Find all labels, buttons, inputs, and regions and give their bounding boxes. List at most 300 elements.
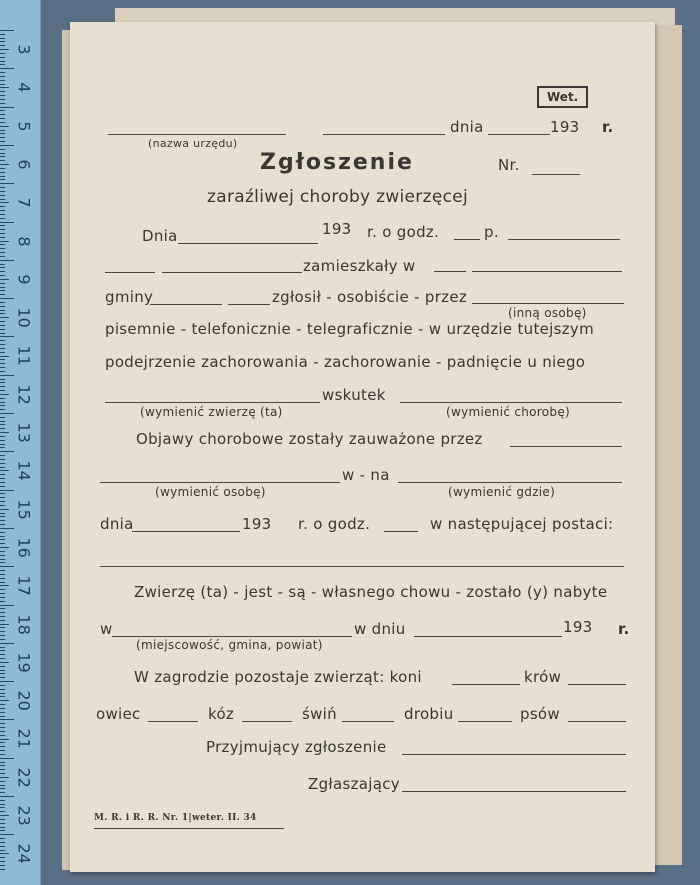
ruler-number: 15 (14, 499, 34, 520)
ruler-major-tick (0, 643, 14, 644)
ruler-major-tick (0, 605, 14, 606)
ruler-minor-tick (0, 367, 5, 368)
ruler-minor-tick (0, 133, 5, 134)
ruler-half-tick (0, 126, 9, 127)
ruler-minor-tick (0, 846, 5, 847)
ruler-major-tick (0, 30, 14, 31)
ruler-minor-tick (0, 321, 5, 322)
ruler-minor-tick (0, 191, 5, 192)
l12-cows-field[interactable] (568, 684, 626, 685)
l13-drobiu: drobiu (404, 705, 454, 723)
ruler-minor-tick (0, 72, 5, 73)
ruler-minor-tick (0, 869, 5, 870)
ruler-minor-tick (0, 574, 5, 575)
ruler-minor-tick (0, 754, 5, 755)
ruler-minor-tick (0, 195, 5, 196)
ruler-minor-tick (0, 478, 5, 479)
ruler-minor-tick (0, 325, 5, 326)
ruler-minor-tick (0, 670, 5, 671)
ruler-minor-tick (0, 616, 5, 617)
l9-date-field[interactable] (132, 531, 240, 532)
ruler-minor-tick (0, 290, 5, 291)
l13-dogs-field[interactable] (568, 721, 626, 722)
ruler-minor-tick (0, 716, 5, 717)
ruler-major-tick (0, 796, 14, 797)
ruler-minor-tick (0, 804, 5, 805)
ruler-minor-tick (0, 505, 5, 506)
ruler-minor-tick (0, 91, 5, 92)
ruler-minor-tick (0, 252, 5, 253)
ruler-minor-tick (0, 666, 5, 667)
ruler-number: 9 (14, 274, 34, 285)
ruler-number: 16 (14, 537, 34, 558)
l9-hour-field[interactable] (384, 531, 418, 532)
ruler-minor-tick (0, 570, 5, 571)
ruler-minor-tick (0, 95, 5, 96)
ruler-number: 19 (14, 652, 34, 673)
ruler-minor-tick (0, 823, 5, 824)
measuring-ruler (0, 0, 41, 885)
ruler-minor-tick (0, 379, 5, 380)
ruler-minor-tick (0, 210, 5, 211)
ruler-minor-tick (0, 359, 5, 360)
ruler-major-tick (0, 222, 14, 223)
nr-field[interactable] (532, 174, 580, 175)
ruler-minor-tick (0, 582, 5, 583)
l11-year: 193 (563, 618, 593, 636)
ruler-minor-tick (0, 800, 5, 801)
ruler-minor-tick (0, 160, 5, 161)
ruler-minor-tick (0, 352, 5, 353)
l3-gminy-label: gminy (105, 288, 154, 306)
ruler-minor-tick (0, 708, 5, 709)
l1-extra-field[interactable] (508, 239, 620, 240)
ruler-minor-tick (0, 635, 5, 636)
ruler-minor-tick (0, 440, 5, 441)
ruler-number: 20 (14, 690, 34, 711)
ruler-minor-tick (0, 64, 5, 65)
l13-swin: świń (302, 705, 337, 723)
ruler-minor-tick (0, 658, 5, 659)
ruler-number: 7 (14, 197, 34, 208)
l4-text: pisemnie - telefonicznie - telegraficznie - w urzędzie tutejszym (105, 320, 595, 338)
ruler-number: 3 (14, 44, 34, 55)
ruler-major-tick (0, 68, 14, 69)
ruler-minor-tick (0, 447, 5, 448)
ruler-minor-tick (0, 516, 5, 517)
ruler-minor-tick (0, 153, 5, 154)
ruler-minor-tick (0, 467, 5, 468)
l1-p-label: p. (484, 223, 499, 241)
ruler-major-tick (0, 566, 14, 567)
ruler-minor-tick (0, 731, 5, 732)
l12-text: W zagrodzie pozostaje zwierząt: koni (134, 668, 422, 686)
footer-rule (94, 828, 284, 829)
ruler-minor-tick (0, 842, 5, 843)
ruler-minor-tick (0, 501, 5, 502)
ruler-half-tick (0, 662, 9, 663)
ruler-minor-tick (0, 156, 5, 157)
ruler-minor-tick (0, 513, 5, 514)
ruler-major-tick (0, 681, 14, 682)
l11-date-field[interactable] (414, 636, 562, 637)
ruler-minor-tick (0, 38, 5, 39)
header-year: 193 (550, 118, 580, 136)
ruler-minor-tick (0, 271, 5, 272)
ruler-major-tick (0, 336, 14, 337)
ruler-major-tick (0, 107, 14, 108)
l8-wna: w - na (342, 466, 390, 484)
ruler-minor-tick (0, 306, 5, 307)
l13-poultry-field[interactable] (458, 721, 512, 722)
l2-zamieszkaly: zamieszkały w (303, 257, 416, 275)
ruler-minor-tick (0, 689, 5, 690)
ruler-minor-tick (0, 34, 5, 35)
l6-caption-disease: (wymienić chorobę) (446, 405, 570, 419)
ruler-minor-tick (0, 474, 5, 475)
ruler-minor-tick (0, 597, 5, 598)
ruler-half-tick (0, 700, 9, 701)
l3-zglosil: zgłosił - osobiście - przez (272, 288, 468, 306)
ruler-minor-tick (0, 785, 5, 786)
ruler-minor-tick (0, 172, 5, 173)
ruler-minor-tick (0, 214, 5, 215)
header-date-field[interactable] (488, 134, 550, 135)
ruler-half-tick (0, 164, 9, 165)
ruler-minor-tick (0, 386, 5, 387)
ruler-minor-tick (0, 264, 5, 265)
ruler-minor-tick (0, 620, 5, 621)
ruler-minor-tick (0, 455, 5, 456)
ruler-minor-tick (0, 436, 5, 437)
ruler-minor-tick (0, 551, 5, 552)
ruler-minor-tick (0, 693, 5, 694)
ruler-minor-tick (0, 218, 5, 219)
ruler-minor-tick (0, 287, 5, 288)
ruler-minor-tick (0, 650, 5, 651)
ruler-minor-tick (0, 788, 5, 789)
ruler-minor-tick (0, 593, 5, 594)
ruler-minor-tick (0, 459, 5, 460)
ruler-major-tick (0, 375, 14, 376)
ruler-number: 11 (14, 345, 34, 367)
ruler-minor-tick (0, 589, 5, 590)
ruler-minor-tick (0, 329, 5, 330)
l9-year: 193 (242, 515, 272, 533)
ruler-minor-tick (0, 244, 5, 245)
ruler-minor-tick (0, 80, 5, 81)
ruler-minor-tick (0, 76, 5, 77)
ruler-minor-tick (0, 608, 5, 609)
ruler-minor-tick (0, 421, 5, 422)
ruler-minor-tick (0, 781, 5, 782)
ruler-minor-tick (0, 118, 5, 119)
ruler-minor-tick (0, 631, 5, 632)
ruler-minor-tick (0, 727, 5, 728)
ruler-minor-tick (0, 627, 5, 628)
ruler-number: 18 (14, 614, 34, 635)
l3-gmina-field-a[interactable] (150, 304, 222, 305)
reporter-signature-field[interactable] (402, 791, 626, 792)
receiver-label: Przyjmujący zgłoszenie (206, 738, 387, 756)
footer-code: M. R. i R. R. Nr. 1|weter. II. 34 (94, 813, 257, 823)
ruler-half-tick (0, 432, 9, 433)
header-r: r. (602, 118, 614, 136)
ruler-half-tick (0, 317, 9, 318)
ruler-minor-tick (0, 187, 5, 188)
l9-postaci: w następującej postaci: (430, 515, 614, 533)
ruler-minor-tick (0, 811, 5, 812)
ruler-minor-tick (0, 742, 5, 743)
l3-caption: (inną osobę) (508, 306, 587, 320)
l9-form-field[interactable] (100, 566, 624, 567)
ruler-minor-tick (0, 524, 5, 525)
l1-date-field[interactable] (178, 243, 318, 244)
ruler-minor-tick (0, 773, 5, 774)
ruler-half-tick (0, 624, 9, 625)
l11-caption: (miejscowość, gmina, powiat) (136, 638, 323, 652)
ruler-minor-tick (0, 84, 5, 85)
l1-hour-field[interactable] (454, 239, 480, 240)
l3-person-field[interactable] (472, 303, 624, 304)
l5-text: podejrzenie zachorowania - zachorowanie - padnięcie u niego (105, 353, 586, 371)
ruler-minor-tick (0, 792, 5, 793)
ruler-number: 5 (14, 121, 34, 132)
ruler-minor-tick (0, 850, 5, 851)
ruler-minor-tick (0, 857, 5, 858)
l13-pigs-field[interactable] (342, 721, 394, 722)
ruler-minor-tick (0, 428, 5, 429)
receiver-signature-field[interactable] (402, 754, 626, 755)
ruler-half-tick (0, 547, 9, 548)
ruler-number: 13 (14, 422, 34, 443)
ruler-minor-tick (0, 206, 5, 207)
ruler-minor-tick (0, 482, 5, 483)
vet-stamp: Wet. (537, 86, 588, 108)
ruler-minor-tick (0, 130, 5, 131)
ruler-minor-tick (0, 677, 5, 678)
ruler-half-tick (0, 241, 9, 242)
ruler-minor-tick (0, 340, 5, 341)
ruler-minor-tick (0, 45, 5, 46)
ruler-minor-tick (0, 543, 5, 544)
l2-name-field-a[interactable] (105, 272, 155, 273)
ruler-half-tick (0, 87, 9, 88)
ruler-minor-tick (0, 179, 5, 180)
ruler-number: 21 (14, 728, 34, 750)
l2-place-field-b[interactable] (472, 271, 622, 272)
ruler-minor-tick (0, 233, 5, 234)
l13-koz: kóz (208, 705, 235, 723)
office-name-field[interactable] (108, 134, 286, 135)
ruler-minor-tick (0, 486, 5, 487)
office-name-caption: (nazwa urzędu) (148, 137, 238, 150)
ruler-minor-tick (0, 735, 5, 736)
ruler-minor-tick (0, 333, 5, 334)
ruler-minor-tick (0, 765, 5, 766)
ruler-major-tick (0, 145, 14, 146)
ruler-minor-tick (0, 654, 5, 655)
ruler-number: 12 (14, 384, 34, 405)
ruler-number: 4 (14, 82, 34, 93)
ruler-minor-tick (0, 612, 5, 613)
ruler-number: 8 (14, 235, 34, 247)
l2-name-field-b[interactable] (162, 272, 302, 273)
ruler-minor-tick (0, 493, 5, 494)
ruler-number: 23 (14, 805, 34, 826)
ruler-minor-tick (0, 578, 5, 579)
ruler-minor-tick (0, 539, 5, 540)
ruler-minor-tick (0, 417, 5, 418)
ruler-minor-tick (0, 536, 5, 537)
ruler-major-tick (0, 719, 14, 720)
ruler-minor-tick (0, 750, 5, 751)
ruler-minor-tick (0, 696, 5, 697)
l13-psow: psów (520, 705, 560, 723)
ruler-minor-tick (0, 555, 5, 556)
l13-owiec: owiec (96, 705, 141, 723)
ruler-minor-tick (0, 532, 5, 533)
ruler-minor-tick (0, 769, 5, 770)
ruler-minor-tick (0, 149, 5, 150)
ruler-minor-tick (0, 520, 5, 521)
ruler-half-tick (0, 394, 9, 395)
ruler-minor-tick (0, 673, 5, 674)
ruler-major-tick (0, 451, 14, 452)
ruler-minor-tick (0, 444, 5, 445)
ruler-minor-tick (0, 819, 5, 820)
ruler-minor-tick (0, 559, 5, 560)
l9-dnia-label: dnia (100, 515, 134, 533)
l12-krow: krów (524, 668, 562, 686)
ruler-minor-tick (0, 99, 5, 100)
ruler-minor-tick (0, 562, 5, 563)
ruler-minor-tick (0, 463, 5, 464)
ruler-major-tick (0, 260, 14, 261)
ruler-minor-tick (0, 176, 5, 177)
ruler-minor-tick (0, 168, 5, 169)
l11-wdniu: w dniu (354, 620, 406, 638)
ruler-major-tick (0, 490, 14, 491)
ruler-minor-tick (0, 424, 5, 425)
l7-person-field[interactable] (510, 446, 622, 447)
ruler-minor-tick (0, 827, 5, 828)
ruler-minor-tick (0, 103, 5, 104)
ruler-minor-tick (0, 746, 5, 747)
nr-label: Nr. (498, 156, 520, 174)
ruler-minor-tick (0, 398, 5, 399)
ruler-minor-tick (0, 807, 5, 808)
ruler-minor-tick (0, 409, 5, 410)
l6-animal-field[interactable] (105, 402, 320, 403)
back-page-right-edge (652, 25, 682, 865)
ruler-minor-tick (0, 639, 5, 640)
ruler-minor-tick (0, 601, 5, 602)
ruler-minor-tick (0, 390, 5, 391)
l12-horses-field[interactable] (452, 684, 520, 685)
ruler-minor-tick (0, 275, 5, 276)
ruler-minor-tick (0, 344, 5, 345)
ruler-minor-tick (0, 762, 5, 763)
ruler-minor-tick (0, 402, 5, 403)
ruler-number: 22 (14, 767, 34, 788)
ruler-number: 6 (14, 159, 34, 170)
ruler-minor-tick (0, 302, 5, 303)
ruler-minor-tick (0, 838, 5, 839)
ruler-minor-tick (0, 41, 5, 42)
ruler-major-tick (0, 413, 14, 414)
ruler-half-tick (0, 585, 9, 586)
ruler-minor-tick (0, 256, 5, 257)
l9-hour-label: r. o godz. (298, 515, 371, 533)
l8-caption-person: (wymienić osobę) (155, 485, 266, 499)
l8-place-field[interactable] (398, 482, 622, 483)
l8-person-field[interactable] (100, 482, 340, 483)
ruler-minor-tick (0, 199, 5, 200)
ruler-minor-tick (0, 57, 5, 58)
ruler-minor-tick (0, 248, 5, 249)
reporter-label: Zgłaszający (308, 775, 400, 793)
ruler-minor-tick (0, 225, 5, 226)
ruler-minor-tick (0, 685, 5, 686)
l6-disease-field[interactable] (400, 402, 622, 403)
l13-sheep-field[interactable] (148, 721, 198, 722)
l3-gmina-field-b[interactable] (228, 304, 270, 305)
ruler-minor-tick (0, 267, 5, 268)
place-field[interactable] (323, 134, 445, 135)
ruler-minor-tick (0, 865, 5, 866)
l13-goats-field[interactable] (242, 721, 292, 722)
ruler-minor-tick (0, 313, 5, 314)
ruler-minor-tick (0, 122, 5, 123)
ruler-half-tick (0, 739, 9, 740)
ruler-minor-tick (0, 283, 5, 284)
ruler-minor-tick (0, 294, 5, 295)
l8-caption-place: (wymienić gdzie) (448, 485, 556, 499)
ruler-half-tick (0, 279, 9, 280)
l6-caption-animal: (wymienić zwierzę (ta) (140, 405, 283, 419)
l1-hour-label: r. o godz. (367, 223, 440, 241)
ruler-minor-tick (0, 861, 5, 862)
l11-r: r. (618, 620, 630, 638)
ruler-number: 14 (14, 460, 34, 482)
form-title: Zgłoszenie (260, 150, 414, 175)
ruler-number: 24 (14, 843, 34, 865)
ruler-minor-tick (0, 382, 5, 383)
ruler-half-tick (0, 202, 9, 203)
ruler-minor-tick (0, 647, 5, 648)
ruler-number: 10 (14, 307, 34, 328)
ruler-minor-tick (0, 405, 5, 406)
l1-year: 193 (322, 220, 352, 238)
l2-place-field-a[interactable] (434, 271, 466, 272)
ruler-half-tick (0, 815, 9, 816)
ruler-minor-tick (0, 110, 5, 111)
ruler-minor-tick (0, 310, 5, 311)
ruler-minor-tick (0, 712, 5, 713)
l11-place-field[interactable] (112, 636, 352, 637)
ruler-minor-tick (0, 237, 5, 238)
l1-dnia-label: Dnia (142, 227, 178, 245)
ruler-minor-tick (0, 830, 5, 831)
l7-text: Objawy chorobowe zostały zauważone przez (136, 430, 483, 448)
ruler-major-tick (0, 758, 14, 759)
ruler-minor-tick (0, 61, 5, 62)
ruler-half-tick (0, 49, 9, 50)
ruler-minor-tick (0, 497, 5, 498)
ruler-half-tick (0, 509, 9, 510)
l10-text: Zwierzę (ta) - jest - są - własnego chowu - zostało (y) nabyte (134, 583, 608, 601)
